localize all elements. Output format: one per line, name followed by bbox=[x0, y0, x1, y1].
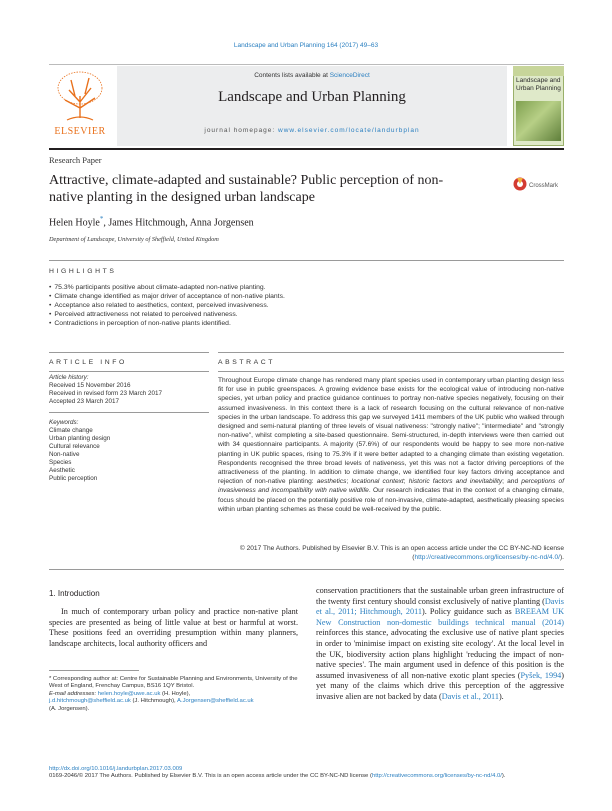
divider-abstract-2 bbox=[218, 371, 564, 372]
ref-davis-hitchmough[interactable]: Davis et al., 2011; Hitchmough, 2011 bbox=[316, 596, 564, 617]
factor-aesthetics: aesthetics bbox=[316, 478, 347, 486]
divider-article-info-2 bbox=[49, 371, 209, 372]
abstract-heading: ABSTRACT bbox=[218, 359, 276, 366]
keyword: Climate change bbox=[49, 427, 93, 434]
email-owner: (H. Hoyle), bbox=[160, 690, 191, 697]
intro-paragraph-right bbox=[316, 586, 564, 703]
contents-line bbox=[117, 72, 507, 79]
license-link[interactable]: http://creativecommons.org/licenses/by-nc-nd/4.0/ bbox=[414, 554, 560, 562]
email-link[interactable]: helen.hoyle@uwe.ac.uk bbox=[97, 690, 161, 697]
divider-abstract bbox=[218, 352, 564, 353]
keyword: Non-native bbox=[49, 451, 80, 458]
keyword: Urban planting design bbox=[49, 435, 111, 442]
copyright-end: ). bbox=[559, 554, 564, 562]
keyword: Public perception bbox=[49, 475, 98, 482]
divider-article-info bbox=[49, 352, 209, 353]
history-accepted: Accepted 23 March 2017 bbox=[49, 398, 120, 405]
homepage-link[interactable]: www.elsevier.com/locate/landurbplan bbox=[278, 127, 420, 134]
journal-cover-title: Landscape and Urban Planning bbox=[516, 77, 561, 92]
footnote-divider bbox=[49, 670, 139, 671]
history-label: Article history: bbox=[49, 374, 89, 381]
article-title: Attractive, climate-adapted and sustainable? Public perception of non-native planting in the designed urban landscape bbox=[49, 173, 444, 205]
copyright-notice bbox=[218, 544, 564, 562]
footer-license-end: ). bbox=[501, 773, 506, 780]
intro-text: ) yet many of the claims which drive this perception of the aggressive invasive alien are not backed by data ( bbox=[316, 670, 564, 701]
footer bbox=[49, 766, 564, 781]
affiliation: Department of Landscape, University of Sheffield, United Kingdom bbox=[49, 236, 219, 243]
highlights-list bbox=[49, 284, 564, 329]
intro-text: reinforces this stance, advocating the exclusive use of native plant species in order to 'minimise impact on existing site ecology'. At the local level in the UK, biodiversity action plans highlight 'reducing the impact of non-native species'. The main argument used in defence of this position is the assumed invasiveness of all non-native exotic plant species ( bbox=[316, 628, 564, 680]
footer-license-link[interactable]: http://creativecommons.org/licenses/by-nc-nd/4.0/ bbox=[371, 773, 502, 780]
highlight-item: • Perceived attractiveness not related to perceived nativeness. bbox=[49, 311, 564, 320]
author-first[interactable]: Helen Hoyle bbox=[49, 217, 100, 229]
history-received: Received 15 November 2016 bbox=[49, 382, 131, 389]
intro-text: ). bbox=[498, 691, 504, 701]
footnote-mark: * bbox=[49, 676, 52, 682]
article-type: Research Paper bbox=[49, 155, 102, 165]
intro-text: conservation practitioners that the sustainable urban green infrastructure of the twenty first century should consist exclusively of native planting ( bbox=[316, 586, 564, 606]
abstract-sep: ; bbox=[403, 478, 409, 486]
footnote bbox=[49, 676, 298, 713]
email-owner: (J. Hitchmough), bbox=[130, 698, 178, 705]
highlight-item: • Acceptance also related to aesthetics, context, perceived invasiveness. bbox=[49, 302, 564, 311]
keyword: Cultural relevance bbox=[49, 443, 100, 450]
author-others: , James Hitchmough, Anna Jorgensen bbox=[103, 217, 254, 229]
factor-invasiveness: perceptions of invasiveness and incompatibility with native wildlife bbox=[218, 478, 565, 495]
abstract-sep: ; and bbox=[502, 478, 522, 486]
crossmark-label: CrossMark bbox=[529, 183, 559, 189]
ref-breeam[interactable]: BREEAM UK New Construction non-domestic buildings technical manual (2014) bbox=[316, 607, 564, 627]
crossmark-icon[interactable] bbox=[512, 176, 564, 192]
article-info-heading: ARTICLE INFO bbox=[49, 359, 127, 366]
intro-text: ). Policy guidance such as bbox=[421, 607, 515, 617]
ref-pysek[interactable]: Pyšek, 1994 bbox=[520, 670, 562, 680]
factor-historic: historic factors and inevitability bbox=[408, 478, 503, 486]
section-heading-introduction: 1. Introduction bbox=[49, 589, 100, 598]
abstract-end: . Our research indicates that in the context of a changing climate, focus should be placed on the potentially positive role of non-invasive, climate-adapted, aesthetically pleasing species within urban planting schemes as these could be well-received by the public. bbox=[218, 487, 564, 513]
journal-homepage bbox=[117, 127, 507, 134]
doi-link[interactable]: http://dx.doi.org/10.1016/j.landurbplan.2017.03.009 bbox=[49, 766, 183, 772]
keyword: Species bbox=[49, 459, 72, 466]
keywords-divider bbox=[49, 406, 209, 413]
copyright-text: © 2017 The Authors. Published by Elsevier B.V. This is an open access article under the CC BY-NC-ND license ( bbox=[239, 545, 564, 562]
intro-paragraph-left: In much of contemporary urban policy and practice non-native plant species are presented as being of little value at best or harmful at worst. These positions feed an overriding presumption within many planners, landscape architects, local authority officers and bbox=[49, 607, 298, 648]
factor-locational-context: locational context bbox=[351, 478, 404, 486]
journal-citation[interactable]: Landscape and Urban Planning 164 (2017) 49–63 bbox=[233, 42, 379, 49]
elsevier-wordmark: ELSEVIER bbox=[54, 126, 106, 137]
corresponding-author-mark[interactable]: * bbox=[99, 215, 104, 223]
footer-license-text: 0169-2046/© 2017 The Authors. Published by Elsevier B.V. This is an open access article under the CC BY-NC-ND license ( bbox=[49, 773, 372, 780]
email-link[interactable]: A.Jorgensen@sheffield.ac.uk bbox=[177, 698, 254, 705]
divider-body bbox=[49, 569, 564, 570]
divider-highlights bbox=[49, 260, 564, 261]
keywords-label: Keywords: bbox=[49, 419, 79, 426]
article-info bbox=[49, 374, 209, 483]
highlights-heading: HIGHLIGHTS bbox=[49, 268, 117, 275]
homepage-prefix: journal homepage: bbox=[204, 127, 279, 134]
contents-prefix: Contents lists available at bbox=[254, 72, 330, 79]
sciencedirect-link[interactable]: ScienceDirect bbox=[329, 72, 370, 79]
highlight-item: • 75.3% participants positive about climate-adapted non-native planting. bbox=[49, 284, 564, 293]
keyword: Aesthetic bbox=[49, 467, 75, 474]
journal-cover-strip bbox=[513, 66, 564, 76]
abstract-text bbox=[218, 376, 564, 514]
journal-title: Landscape and Urban Planning bbox=[218, 89, 406, 105]
journal-cover-image bbox=[516, 101, 561, 141]
highlight-item: • Contradictions in perception of non-native plants identified. bbox=[49, 320, 564, 329]
ref-davis[interactable]: Davis et al., 2011 bbox=[441, 691, 499, 701]
abstract-sep: ; bbox=[346, 478, 352, 486]
footnote-corresponding: Corresponding author at: Centre for Sustainable Planning and Environments, University of the West of England, Frenchay Campus, BS16 1QY Bristol. bbox=[49, 676, 298, 690]
abstract-main: Throughout Europe climate change has rendered many plant species used in contemporary urban planting design less fit for use in public greenspaces. A growing evidence base exists for the ecological value of introducing non-native species, yet urban policy and practice guidance continues to portray non-native species negatively, focusing on their assumed invasiveness. In this context there is a lack of research focusing on the cultural relevance of non-native species in the urban landscape. To address this gap we surveyed 1411 members of the UK public who walked through designed and semi-natural planting of three levels of visual nativeness: "strongly native"; "intermediate" and "strongly non-native", whilst completing a site-based questionnaire. Semi-structured, in-depth interviews were then carried out with 34 questionnaire participants. A majority (57.6%) of our respondents would be happy to see more non-native planting in UK public spaces, rising to 75.3% if it were better adapted to a changing climate than existing vegetation. Respondents recognised the three broad levels of nativeness, yet this was not a factor driving perceptions of the attractiveness of the planting. In addition to climate change, we identified four key factors driving acceptance and rejection of non-native planting: bbox=[218, 377, 564, 486]
author-list bbox=[49, 215, 254, 228]
history-revised: Received in revised form 23 March 2017 bbox=[49, 390, 163, 397]
email-link[interactable]: j.d.hitchmough@sheffield.ac.uk bbox=[49, 698, 131, 705]
email-label: E-mail addresses: bbox=[49, 690, 98, 697]
email-owner: (A. Jorgensen). bbox=[49, 705, 90, 712]
highlight-item: • Climate change identified as major driver of acceptance of non-native plants. bbox=[49, 293, 564, 302]
